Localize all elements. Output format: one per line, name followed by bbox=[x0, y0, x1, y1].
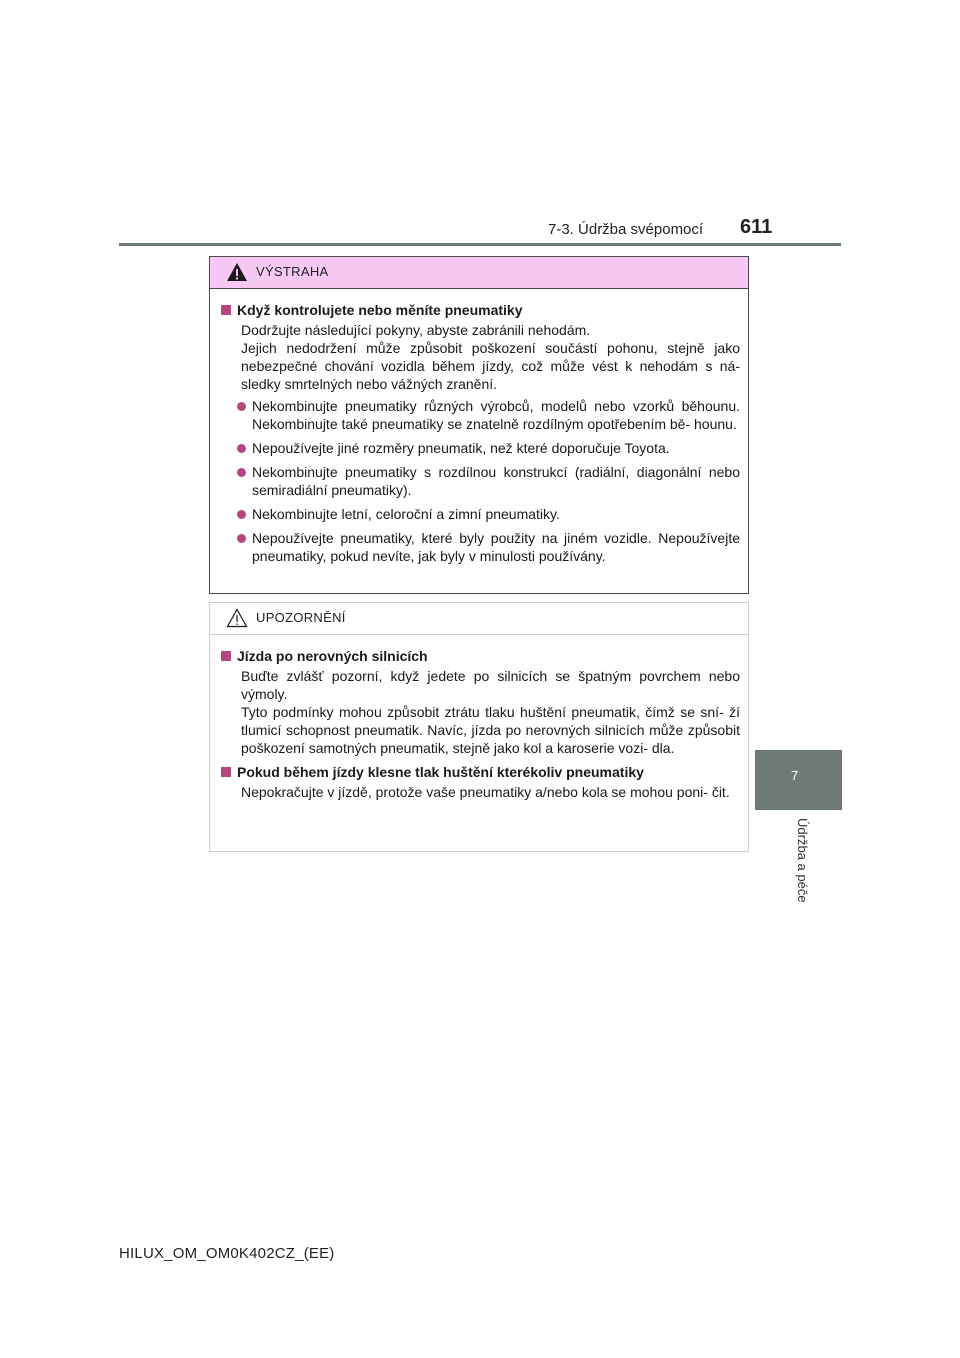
caution-box-header bbox=[210, 603, 748, 635]
round-bullet-icon bbox=[237, 534, 246, 543]
caution-heading: UPOZORNĚNÍ bbox=[256, 610, 346, 625]
square-bullet-icon bbox=[221, 305, 231, 315]
warning-heading: VÝSTRAHA bbox=[256, 264, 329, 279]
caution-paragraph: Nepokračujte v jízdě, protože vaše pneumatiky a/nebo kola se mohou poni- čit. bbox=[241, 784, 730, 800]
round-bullet-icon bbox=[237, 468, 246, 477]
warning-bullet: Nepoužívejte pneumatiky, které byly použity na jiném vozidle. Nepoužívejte pneumatiky, pokud nevíte, jak byly v minulosti používány. bbox=[221, 529, 740, 565]
caution-paragraph: Buďte zvlášť pozorní, když jedete po silnicích se špatným povrchem nebo výmoly. Tyto podmínky mohou způsobit ztrátu tlaku huštění pneumatik, čímž se sní- ží tlumicí schopnost pneumatik. Navíc, jízda po nerovných silnicích může způsobit poškození samotných pneumatik, stejně jako kol a karoserie vozi- dla. bbox=[241, 668, 740, 756]
warning-bullet: Nepoužívejte jiné rozměry pneumatik, než které doporučuje Toyota. bbox=[221, 439, 740, 457]
page-number: 611 bbox=[740, 216, 773, 238]
chapter-label: Údržba a péče bbox=[795, 818, 810, 903]
warning-bullet: Nekombinujte pneumatiky s rozdílnou konstrukcí (radiální, diagonální nebo semiradiální pneumatiky). bbox=[221, 463, 740, 499]
warning-intro: Dodržujte následující pokyny, abyste zabránili nehodám. Jejich nedodržení může způsobit poškození součástí pohonu, stejně jako nebezpečné chování vozidla během jízdy, což může vést k nehodám s ná- sledky smrtelných nebo vážných zranění. bbox=[241, 322, 740, 392]
header-divider bbox=[119, 243, 841, 246]
caution-section-title: Jízda po nerovných silnicích bbox=[221, 647, 740, 665]
warning-bullet: Nekombinujte pneumatiky různých výrobců, modelů nebo vzorků běhounu. Nekombinujte také pneumatiky se znatelně rozdílným opotřebením bě- hounu. bbox=[221, 397, 740, 433]
section-title: 7-3. Údržba svépomocí bbox=[548, 221, 704, 238]
chapter-number: 7 bbox=[791, 768, 799, 783]
document-code: HILUX_OM_OM0K402CZ_(EE) bbox=[119, 1245, 335, 1262]
warning-section-title: Když kontrolujete nebo měníte pneumatiky bbox=[221, 301, 740, 319]
chapter-tab[interactable] bbox=[755, 750, 842, 810]
caution-triangle-icon bbox=[226, 608, 248, 628]
warning-triangle-icon bbox=[226, 262, 248, 282]
square-bullet-icon bbox=[221, 651, 231, 661]
round-bullet-icon bbox=[237, 444, 246, 453]
warning-box-header bbox=[210, 257, 748, 289]
round-bullet-icon bbox=[237, 402, 246, 411]
caution-box bbox=[209, 602, 749, 852]
square-bullet-icon bbox=[221, 767, 231, 777]
warning-box bbox=[209, 256, 749, 594]
warning-bullet: Nekombinujte letní, celoroční a zimní pneumatiky. bbox=[221, 505, 740, 523]
round-bullet-icon bbox=[237, 510, 246, 519]
caution-section-title: Pokud během jízdy klesne tlak huštění kterékoliv pneumatiky bbox=[221, 763, 740, 781]
